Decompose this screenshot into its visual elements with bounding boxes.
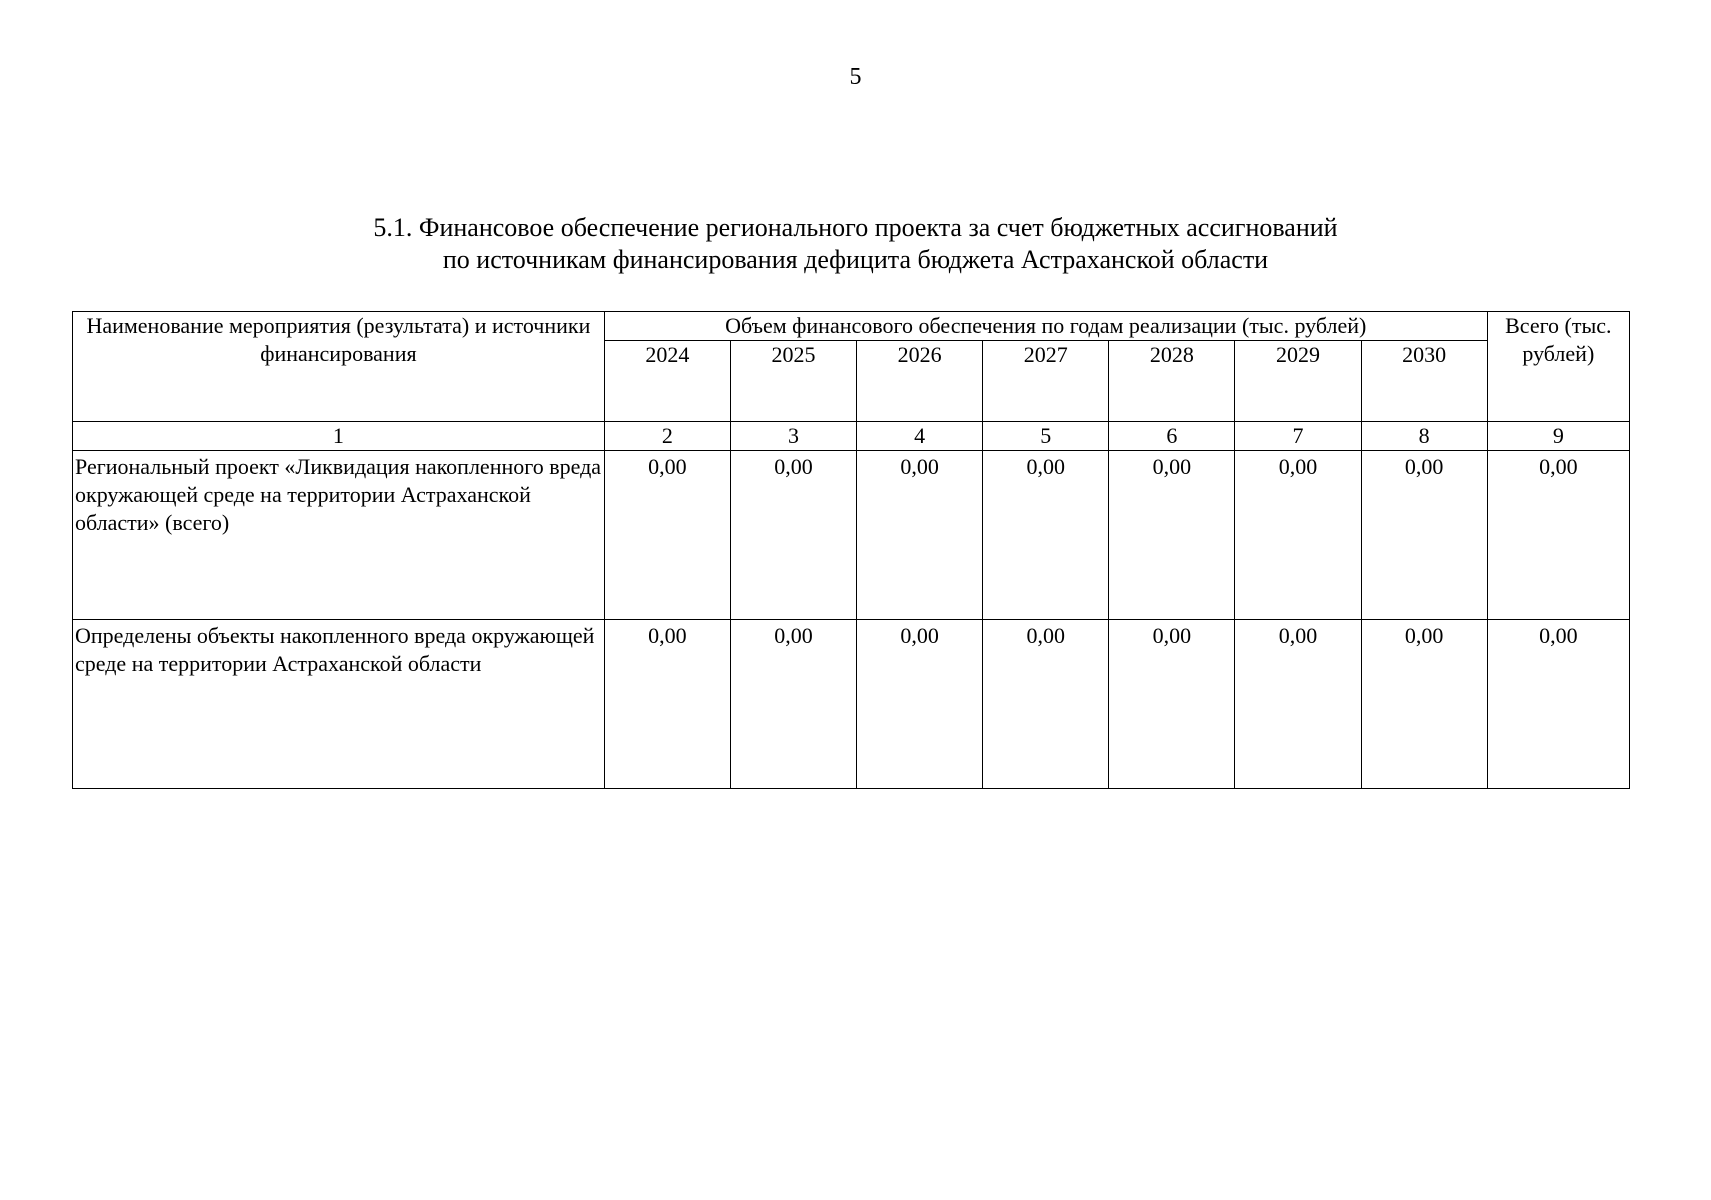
column-number: 7	[1235, 422, 1361, 451]
row-value: 0,00	[730, 620, 856, 789]
table-row	[73, 451, 1630, 620]
column-number: 1	[73, 422, 605, 451]
row-value: 0,00	[604, 451, 730, 620]
row-value: 0,00	[604, 620, 730, 789]
column-numbers-row	[73, 422, 1630, 451]
header-year: 2030	[1361, 341, 1487, 422]
row-value: 0,00	[983, 620, 1109, 789]
table-row	[73, 620, 1630, 789]
header-year: 2028	[1109, 341, 1235, 422]
column-number: 9	[1487, 422, 1629, 451]
row-value: 0,00	[1361, 620, 1487, 789]
header-year: 2027	[983, 341, 1109, 422]
row-value: 0,00	[1361, 451, 1487, 620]
section-title-line-1: 5.1. Финансовое обеспечение регионального проекта за счет бюджетных ассигнований	[373, 213, 1338, 242]
section-title	[0, 212, 1711, 276]
column-number: 5	[983, 422, 1109, 451]
row-name: Региональный проект «Ликвидация накопленного вреда окружающей среде на территории Астраханской области» (всего)	[73, 451, 605, 620]
header-total-column: Всего (тыс. рублей)	[1487, 312, 1629, 422]
header-years-group: Объем финансового обеспечения по годам реализации (тыс. рублей)	[604, 312, 1487, 341]
column-number: 3	[730, 422, 856, 451]
row-value: 0,00	[1235, 451, 1361, 620]
row-value: 0,00	[1235, 620, 1361, 789]
row-name: Определены объекты накопленного вреда окружающей среде на территории Астраханской области	[73, 620, 605, 789]
header-year: 2029	[1235, 341, 1361, 422]
row-total: 0,00	[1487, 451, 1629, 620]
header-year: 2026	[857, 341, 983, 422]
column-number: 2	[604, 422, 730, 451]
header-year: 2025	[730, 341, 856, 422]
row-value: 0,00	[857, 620, 983, 789]
page-number: 5	[849, 64, 862, 90]
row-value: 0,00	[1109, 620, 1235, 789]
column-number: 6	[1109, 422, 1235, 451]
row-value: 0,00	[1109, 451, 1235, 620]
row-value: 0,00	[983, 451, 1109, 620]
column-number: 4	[857, 422, 983, 451]
row-value: 0,00	[857, 451, 983, 620]
column-number: 8	[1361, 422, 1487, 451]
header-year: 2024	[604, 341, 730, 422]
header-name-column: Наименование мероприятия (результата) и источники финансирования	[73, 312, 605, 422]
row-value: 0,00	[730, 451, 856, 620]
section-title-line-2: по источникам финансирования дефицита бюджета Астраханской области	[442, 245, 1269, 274]
financing-table	[72, 311, 1630, 789]
row-total: 0,00	[1487, 620, 1629, 789]
